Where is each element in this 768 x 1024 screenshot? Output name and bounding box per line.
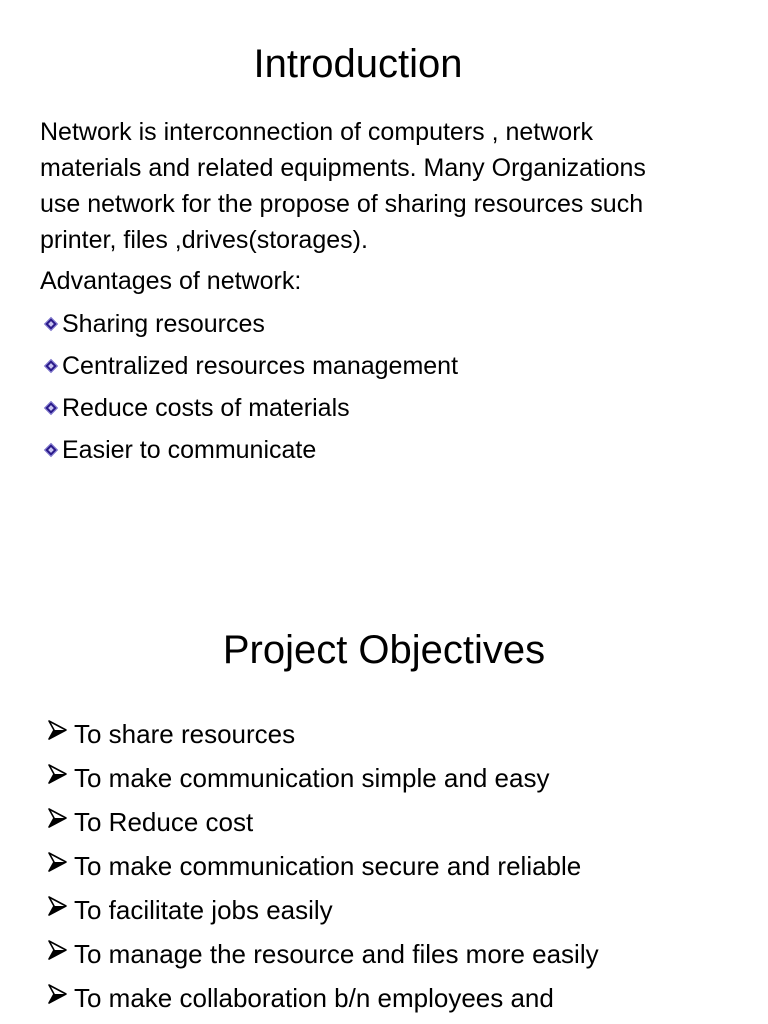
advantages-heading: Advantages of network: [40, 267, 302, 295]
list-item [46, 888, 746, 932]
diamond-bullet-icon [44, 443, 58, 457]
arrowhead-bullet-icon [46, 763, 68, 785]
paragraph-line: use network for the propose of sharing resources such [40, 190, 644, 218]
list-item-text: To make collaboration b/n employees and [74, 983, 554, 1013]
diamond-bullet-icon [44, 317, 58, 331]
list-item-text: Sharing resources [62, 310, 265, 338]
arrowhead-bullet-icon [46, 939, 68, 961]
list-item-text: Reduce costs of materials [62, 394, 350, 422]
list-item-text: To facilitate jobs easily [74, 895, 333, 925]
slide-title-project-objectives: Project Objectives [222, 628, 546, 672]
slide-project-objectives [0, 512, 768, 1024]
list-item [46, 800, 746, 844]
list-item [40, 303, 458, 345]
arrowhead-bullet-icon [46, 983, 68, 1005]
arrowhead-bullet-icon [46, 895, 68, 917]
list-item-text: To make communication secure and reliable [74, 851, 582, 881]
list-item-text: Centralized resources management [62, 352, 459, 380]
list-item-text: To manage the resource and files more easily [74, 939, 599, 969]
list-item [40, 429, 458, 471]
introduction-paragraph [40, 114, 740, 299]
diamond-bullet-icon [44, 401, 58, 415]
list-item [40, 387, 458, 429]
list-item [46, 844, 746, 888]
paragraph-line: Network is interconnection of computers , network [40, 118, 594, 146]
list-item [46, 712, 746, 756]
list-item [46, 976, 746, 1020]
arrowhead-bullet-icon [46, 807, 68, 829]
list-item-text: To Reduce cost [74, 807, 254, 837]
objectives-list [46, 712, 746, 1020]
list-item-text: Easier to communicate [62, 436, 317, 464]
arrowhead-bullet-icon [46, 719, 68, 741]
paragraph-line: printer, files ,drives(storages). [40, 226, 368, 254]
list-item-text: To share resources [74, 719, 296, 749]
diamond-bullet-icon [44, 359, 58, 373]
paragraph-line: materials and related equipments. Many Organizations [40, 154, 646, 182]
list-item [46, 932, 746, 976]
list-item [46, 756, 746, 800]
slide-title-introduction: Introduction [253, 42, 463, 86]
arrowhead-bullet-icon [46, 851, 68, 873]
advantages-list [40, 303, 458, 471]
list-item-text: To make communication simple and easy [74, 763, 550, 793]
list-item [40, 345, 458, 387]
